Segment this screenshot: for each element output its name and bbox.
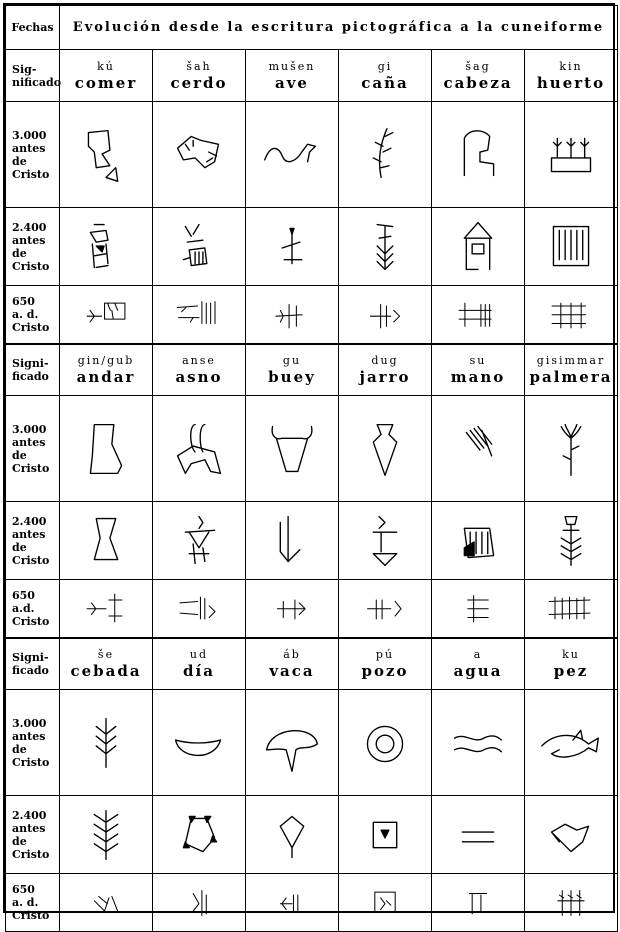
huerto-sign-drawing — [532, 122, 610, 188]
glyph-cell — [339, 690, 432, 796]
glyph-cell — [60, 102, 153, 208]
spanish-meaning: cerdo — [170, 73, 228, 92]
spanish-meaning: ave — [275, 73, 309, 92]
sign-header — [246, 344, 339, 396]
date-label-line: antes — [12, 141, 46, 155]
sumerian-word: gi — [377, 59, 393, 73]
sign-header — [432, 344, 525, 396]
dates-header-label: Fechas — [11, 21, 54, 34]
sumerian-word: kú — [97, 59, 115, 73]
glyph-cell — [339, 286, 432, 344]
glyph-cell — [153, 580, 246, 638]
vaca-sign-drawing — [253, 710, 331, 776]
spanish-meaning: buey — [268, 367, 316, 386]
date-label — [6, 580, 60, 638]
sumerian-word: áb — [283, 647, 301, 661]
glyph-cell — [432, 102, 525, 208]
spanish-meaning: caña — [361, 73, 409, 92]
date-label — [6, 502, 60, 580]
meaning-label-line: ficado — [12, 369, 49, 383]
glyph-cell — [153, 874, 246, 932]
sumerian-word: su — [469, 353, 487, 367]
date-label-line: Cristo — [12, 320, 50, 334]
cerdo-sign-drawing — [160, 290, 238, 338]
date-label-line: de — [12, 742, 27, 756]
glyph-cell — [153, 102, 246, 208]
glyph-cell — [60, 874, 153, 932]
pozo-sign-drawing — [346, 802, 424, 868]
glyph-cell — [432, 396, 525, 502]
date-label — [6, 690, 60, 796]
sign-header — [525, 50, 618, 102]
glyph-cell — [60, 796, 153, 874]
glyph-cell — [525, 286, 618, 344]
spanish-meaning: cabeza — [443, 73, 513, 92]
sign-header — [153, 50, 246, 102]
date-label-line: Cristo — [12, 167, 50, 181]
glyph-cell — [246, 286, 339, 344]
sign-header — [432, 50, 525, 102]
date-label-line: antes — [12, 527, 46, 541]
glyph-cell — [339, 102, 432, 208]
glyph-cell — [432, 796, 525, 874]
sign-header — [246, 638, 339, 690]
date-label — [6, 102, 60, 208]
ave-sign-drawing — [253, 214, 331, 280]
glyph-cell — [246, 208, 339, 286]
buey-sign-drawing — [253, 416, 331, 482]
date-label-line: de — [12, 246, 27, 260]
caa-sign-drawing — [346, 290, 424, 338]
glyph-cell — [525, 690, 618, 796]
sumerian-word: šah — [186, 59, 212, 73]
glyph-cell — [525, 102, 618, 208]
date-label — [6, 796, 60, 874]
glyph-cell — [432, 874, 525, 932]
pez-sign-drawing — [532, 710, 610, 776]
agua-sign-drawing — [439, 879, 517, 927]
buey-sign-drawing — [253, 508, 331, 574]
sign-evolution-chart — [3, 3, 615, 922]
comer-sign-drawing — [67, 290, 145, 338]
cebada-sign-drawing — [67, 710, 145, 776]
date-label — [6, 286, 60, 344]
glyph-cell — [153, 396, 246, 502]
agua-sign-drawing — [439, 802, 517, 868]
sign-header — [525, 638, 618, 690]
spanish-meaning: mano — [450, 367, 506, 386]
spanish-meaning: pez — [553, 661, 589, 680]
pez-sign-drawing — [532, 879, 610, 927]
meaning-label-line: ficado — [12, 663, 49, 677]
sumerian-word: še — [97, 647, 115, 661]
sign-table — [5, 5, 618, 932]
spanish-meaning: jarro — [359, 367, 411, 386]
glyph-cell — [60, 396, 153, 502]
jarro-sign-drawing — [346, 584, 424, 632]
glyph-cell — [153, 286, 246, 344]
ave-sign-drawing — [253, 290, 331, 338]
glyph-cell — [339, 580, 432, 638]
glyph-cell — [153, 796, 246, 874]
cabeza-sign-drawing — [439, 290, 517, 338]
andar-sign-drawing — [67, 584, 145, 632]
date-label-line: a. d. — [12, 307, 39, 321]
mano-sign-drawing — [439, 584, 517, 632]
andar-sign-drawing — [67, 508, 145, 574]
date-label-line: Cristo — [12, 847, 50, 861]
date-label-line: Cristo — [12, 614, 50, 628]
meaning-label — [6, 344, 60, 396]
meaning-label-line: Signi- — [12, 650, 49, 664]
sign-header — [432, 638, 525, 690]
vaca-sign-drawing — [253, 802, 331, 868]
glyph-cell — [525, 396, 618, 502]
glyph-cell — [60, 690, 153, 796]
huerto-sign-drawing — [532, 214, 610, 280]
glyph-cell — [153, 690, 246, 796]
date-label-line: 2.400 — [12, 514, 47, 528]
glyph-cell — [525, 502, 618, 580]
cebada-sign-drawing — [67, 879, 145, 927]
spanish-meaning: comer — [74, 73, 138, 92]
date-label-line: a. d. — [12, 896, 39, 909]
spanish-meaning: palmera — [529, 367, 613, 386]
cebada-sign-drawing — [67, 802, 145, 868]
date-label — [6, 874, 60, 932]
date-label-line: antes — [12, 821, 46, 835]
glyph-cell — [246, 102, 339, 208]
andar-sign-drawing — [67, 416, 145, 482]
date-label-line: 2.400 — [12, 808, 47, 822]
date-label-line: de — [12, 834, 27, 848]
glyph-cell — [525, 796, 618, 874]
glyph-cell — [246, 874, 339, 932]
palmera-sign-drawing — [532, 584, 610, 632]
dates-header — [6, 6, 60, 50]
sumerian-word: mušen — [268, 59, 316, 73]
date-label-line: 650 — [12, 883, 35, 896]
date-label-line: a.d. — [12, 601, 35, 615]
glyph-cell — [339, 502, 432, 580]
spanish-meaning: pozo — [361, 661, 409, 680]
date-label — [6, 396, 60, 502]
da-sign-drawing — [160, 879, 238, 927]
palmera-sign-drawing — [532, 508, 610, 574]
vaca-sign-drawing — [253, 879, 331, 927]
date-label-line: 2.400 — [12, 220, 47, 234]
sumerian-word: gisimmar — [536, 353, 606, 367]
glyph-cell — [339, 874, 432, 932]
date-label-line: antes — [12, 233, 46, 247]
date-label-line: 3.000 — [12, 128, 47, 142]
glyph-cell — [339, 796, 432, 874]
glyph-cell — [525, 874, 618, 932]
glyph-cell — [60, 286, 153, 344]
spanish-meaning: cebada — [70, 661, 142, 680]
sign-header — [153, 344, 246, 396]
glyph-cell — [339, 208, 432, 286]
glyph-cell — [60, 208, 153, 286]
palmera-sign-drawing — [532, 416, 610, 482]
glyph-cell — [60, 580, 153, 638]
glyph-cell — [153, 208, 246, 286]
caa-sign-drawing — [346, 122, 424, 188]
cabeza-sign-drawing — [439, 122, 517, 188]
glyph-cell — [525, 208, 618, 286]
comer-sign-drawing — [67, 214, 145, 280]
da-sign-drawing — [160, 802, 238, 868]
asno-sign-drawing — [160, 584, 238, 632]
spanish-meaning: huerto — [536, 73, 606, 92]
meaning-label — [6, 50, 60, 102]
date-label-line: de — [12, 448, 27, 462]
mano-sign-drawing — [439, 508, 517, 574]
buey-sign-drawing — [253, 584, 331, 632]
caa-sign-drawing — [346, 214, 424, 280]
sumerian-word: dug — [371, 353, 399, 367]
date-label-line: 3.000 — [12, 422, 47, 436]
date-label — [6, 208, 60, 286]
pozo-sign-drawing — [346, 879, 424, 927]
asno-sign-drawing — [160, 416, 238, 482]
glyph-cell — [432, 580, 525, 638]
sign-header — [525, 344, 618, 396]
sign-header — [246, 50, 339, 102]
sign-header — [153, 638, 246, 690]
date-label-line: Cristo — [12, 553, 50, 567]
spanish-meaning: asno — [175, 367, 223, 386]
date-label-line: Cristo — [12, 259, 50, 273]
glyph-cell — [246, 690, 339, 796]
date-label-line: de — [12, 154, 27, 168]
date-label-line: antes — [12, 729, 46, 743]
meaning-label — [6, 638, 60, 690]
glyph-cell — [153, 502, 246, 580]
table-title: Evolución desde la escritura pictográfica a la cuneiforme — [60, 6, 618, 50]
date-label-line: antes — [12, 435, 46, 449]
mano-sign-drawing — [439, 416, 517, 482]
date-label-line: de — [12, 540, 27, 554]
glyph-cell — [432, 286, 525, 344]
jarro-sign-drawing — [346, 416, 424, 482]
glyph-cell — [246, 796, 339, 874]
glyph-cell — [432, 502, 525, 580]
date-label-line: Cristo — [12, 909, 50, 922]
sumerian-word: anse — [182, 353, 216, 367]
sumerian-word: a — [473, 647, 483, 661]
spanish-meaning: vaca — [269, 661, 315, 680]
agua-sign-drawing — [439, 710, 517, 776]
meaning-label-line: Sig- — [12, 62, 37, 76]
spanish-meaning: agua — [453, 661, 503, 680]
glyph-cell — [432, 208, 525, 286]
sign-header — [339, 638, 432, 690]
jarro-sign-drawing — [346, 508, 424, 574]
glyph-cell — [525, 580, 618, 638]
date-label-line: Cristo — [12, 755, 50, 769]
ave-sign-drawing — [253, 122, 331, 188]
sign-header — [60, 344, 153, 396]
meaning-label-line: Signi- — [12, 356, 49, 370]
sign-header — [339, 50, 432, 102]
cerdo-sign-drawing — [160, 122, 238, 188]
sumerian-word: šag — [465, 59, 491, 73]
spanish-meaning: andar — [76, 367, 136, 386]
glyph-cell — [246, 580, 339, 638]
huerto-sign-drawing — [532, 290, 610, 338]
glyph-cell — [339, 396, 432, 502]
sign-header — [60, 638, 153, 690]
sumerian-word: ku — [562, 647, 580, 661]
glyph-cell — [60, 502, 153, 580]
sumerian-word: gu — [282, 353, 302, 367]
comer-sign-drawing — [67, 122, 145, 188]
sign-header — [339, 344, 432, 396]
date-label-line: 3.000 — [12, 716, 47, 730]
glyph-cell — [432, 690, 525, 796]
pozo-sign-drawing — [346, 710, 424, 776]
sign-header — [60, 50, 153, 102]
cerdo-sign-drawing — [160, 214, 238, 280]
spanish-meaning: día — [183, 661, 215, 680]
glyph-cell — [246, 502, 339, 580]
date-label-line: 650 — [12, 588, 35, 602]
meaning-label-line: nificado — [12, 75, 62, 89]
sumerian-word: kin — [559, 59, 583, 73]
da-sign-drawing — [160, 710, 238, 776]
pez-sign-drawing — [532, 802, 610, 868]
cabeza-sign-drawing — [439, 214, 517, 280]
glyph-cell — [246, 396, 339, 502]
date-label-line: Cristo — [12, 461, 50, 475]
sumerian-word: gin/gub — [77, 353, 135, 367]
sumerian-word: pú — [375, 647, 395, 661]
date-label-line: 650 — [12, 294, 35, 308]
sumerian-word: ud — [189, 647, 209, 661]
asno-sign-drawing — [160, 508, 238, 574]
